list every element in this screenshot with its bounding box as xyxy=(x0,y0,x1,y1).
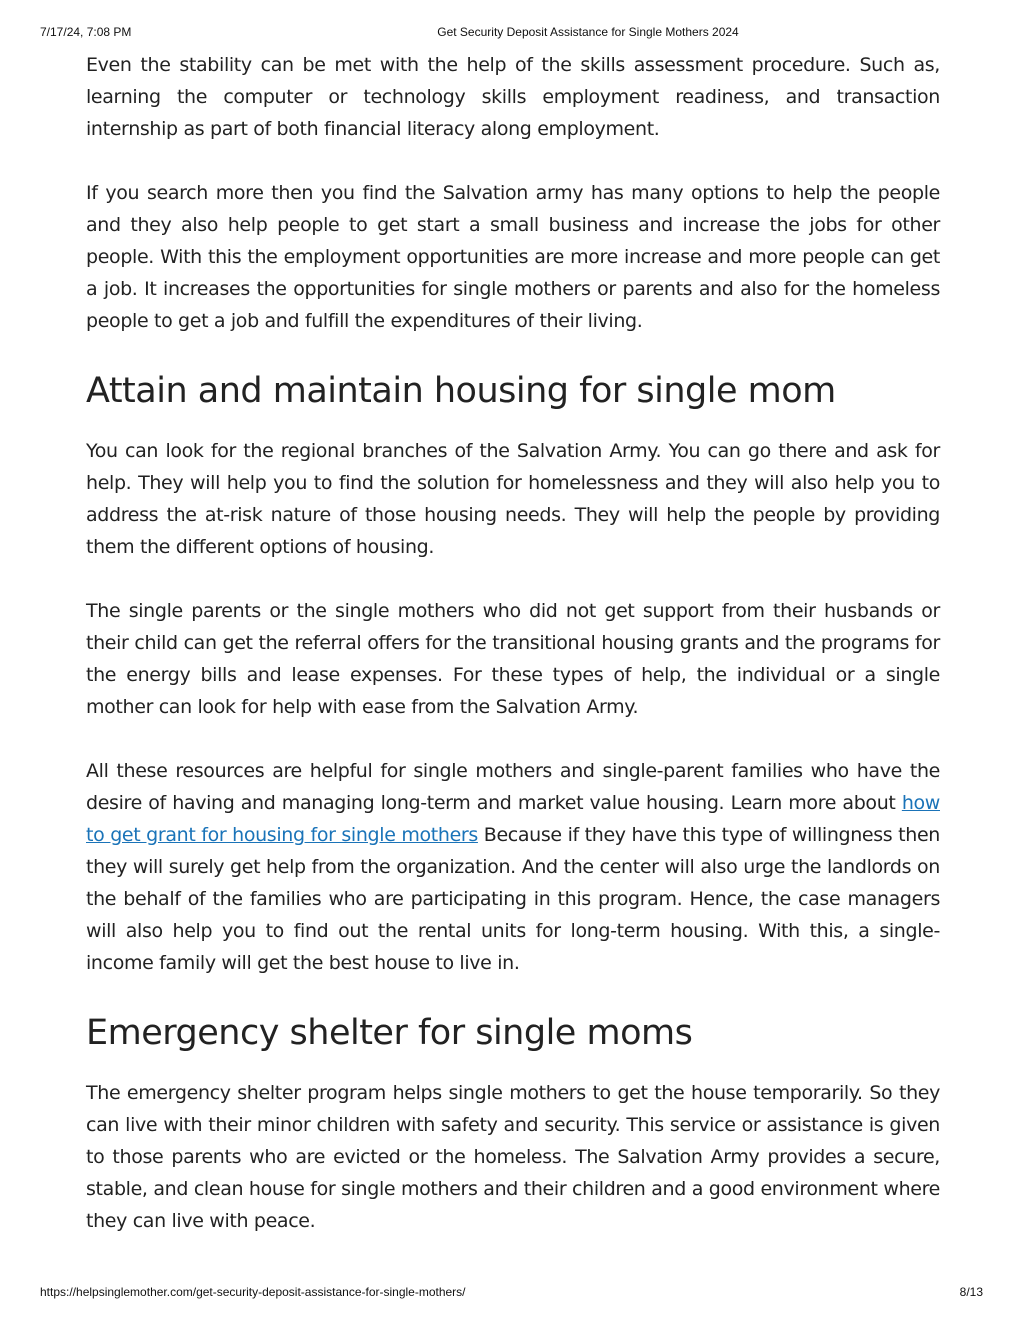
housing-grant-link[interactable]: how to get grant for housing for single mothers xyxy=(86,792,940,846)
paragraph-text-before-link: All these resources are helpful for single mothers and single-parent families who have the desire of having and managing long-term and market value housing. Learn more about xyxy=(86,760,940,814)
paragraph-regional-branches: You can look for the regional branches of the Salvation Army. You can go there and ask for help. They will help you to find the solution for homelessness and they will also help you to address the at-risk nature of those housing needs. They will help the people by providing them the different options of housing. xyxy=(86,440,940,558)
print-date: 7/17/24, 7:08 PM xyxy=(40,25,132,39)
paragraph-text-after-link: Because if they have this type of willingness then they will surely get help from the organization. And the center will also urge the landlords on the behalf of the families who are participating in this program. Hence, the case managers will also help you to find out the rental units for long-term housing. With this, a single-income family will get the best house to live in. xyxy=(86,824,940,974)
paragraph-transitional-housing: The single parents or the single mothers who did not get support from their husbands or their child can get the referral offers for the transitional housing grants and the programs for the energy bills and lease expenses. For these types of help, the individual or a single mother can look for help with ease from the Salvation Army. xyxy=(86,600,940,718)
print-footer xyxy=(0,1285,1024,1301)
page-number: 8/13 xyxy=(959,1285,983,1299)
print-header xyxy=(0,25,1024,41)
paragraph-emergency-shelter: The emergency shelter program helps single mothers to get the house temporarily. So they can live with their minor children with safety and security. This service or assistance is given to those parents who are evicted or the homeless. The Salvation Army provides a secure, stable, and clean house for single mothers and their children and a good environment where they can live with peace. xyxy=(86,1082,940,1232)
article-body xyxy=(86,49,940,1269)
heading-emergency-shelter: Emergency shelter for single moms xyxy=(86,1013,693,1053)
paragraph-housing-resources xyxy=(86,755,940,979)
paragraph-salvation-army-options: If you search more then you find the Salvation army has many options to help the people and they also help people to get start a small business and increase the jobs for other people. With this the employment opportunities are more increase and more people can get a job. It increases the opportunities for single mothers or parents and also for the homeless people to get a job and fulfill the expenditures of their living. xyxy=(86,182,940,332)
paragraph-skills-assessment: Even the stability can be met with the help of the skills assessment procedure. Such as, learning the computer or technology skills employment readiness, and transaction internship as part of both financial literacy along employment. xyxy=(86,54,940,140)
print-page-title: Get Security Deposit Assistance for Single Mothers 2024 xyxy=(437,25,739,39)
heading-housing: Attain and maintain housing for single mom xyxy=(86,371,836,411)
print-url: https://helpsinglemother.com/get-security-deposit-assistance-for-single-mothers/ xyxy=(40,1285,466,1299)
